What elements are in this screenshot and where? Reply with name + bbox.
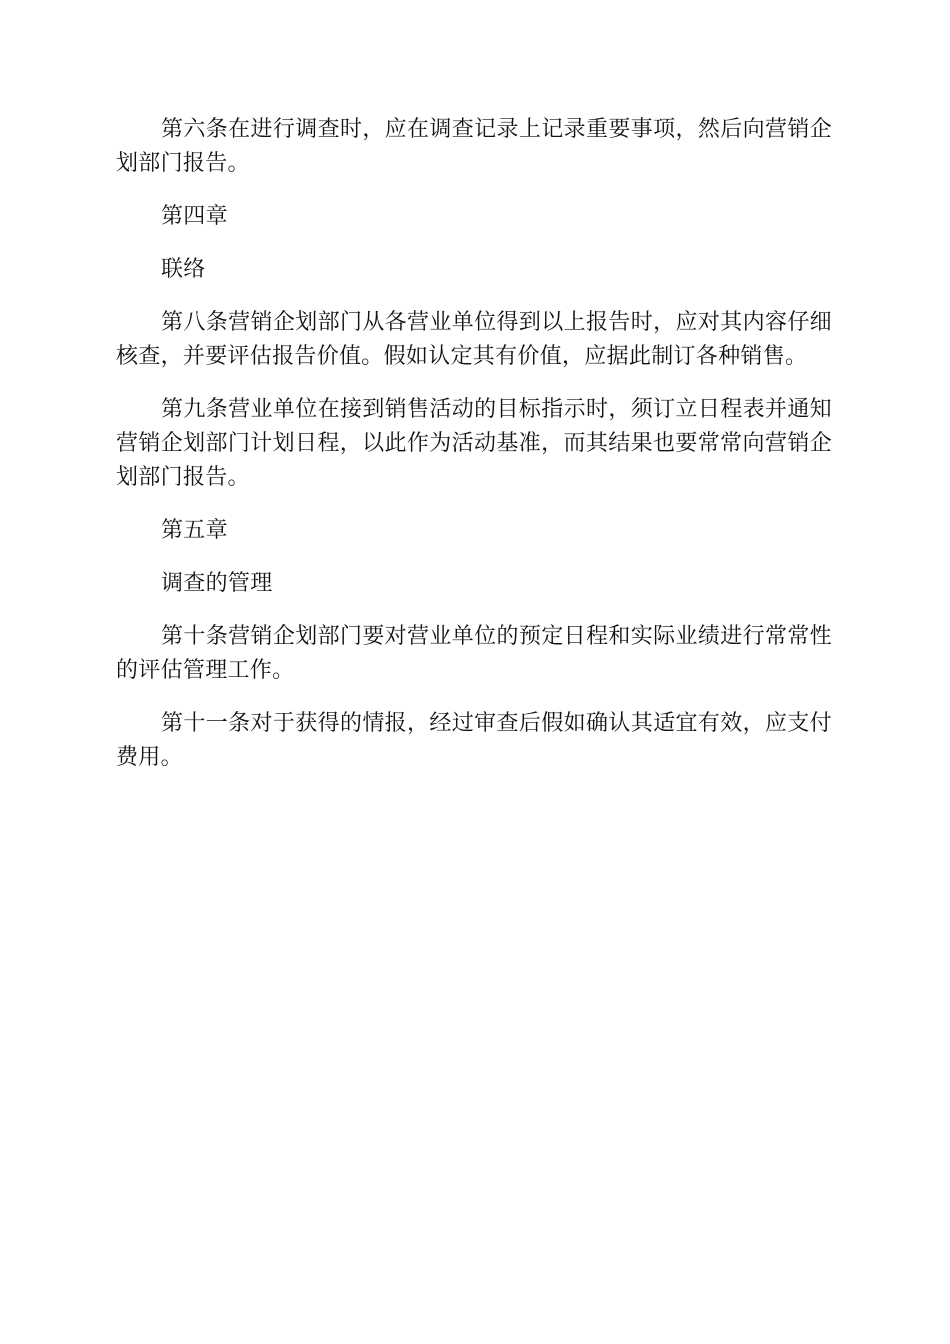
chapter-4-heading: 第四章 bbox=[161, 204, 228, 229]
article-9-paragraph: 第九条营业单位在接到销售活动的目标指示时，须订立日程表并通知营销企划部门计划日程，以此作为活动基准，而其结果也要常常向营销企划部门报告。 bbox=[116, 397, 832, 490]
article-11-paragraph: 第十一条对于获得的情报，经过审查后假如确认其适宜有效，应支付费用。 bbox=[116, 711, 832, 770]
article-10-paragraph: 第十条营销企划部门要对营业单位的预定日程和实际业绩进行常常性的评估管理工作。 bbox=[116, 624, 832, 683]
article-8-paragraph: 第八条营销企划部门从各营业单位得到以上报告时，应对其内容仔细核查，并要评估报告价值。假如认定其有价值，应据此制订各种销售。 bbox=[116, 310, 832, 369]
article-6-paragraph: 第六条在进行调查时，应在调查记录上记录重要事项，然后向营销企划部门报告。 bbox=[116, 117, 832, 176]
chapter-5-title: 调查的管理 bbox=[161, 571, 273, 596]
chapter-4-title: 联络 bbox=[161, 257, 206, 282]
document-body bbox=[116, 113, 832, 794]
chapter-5-heading: 第五章 bbox=[161, 518, 228, 543]
